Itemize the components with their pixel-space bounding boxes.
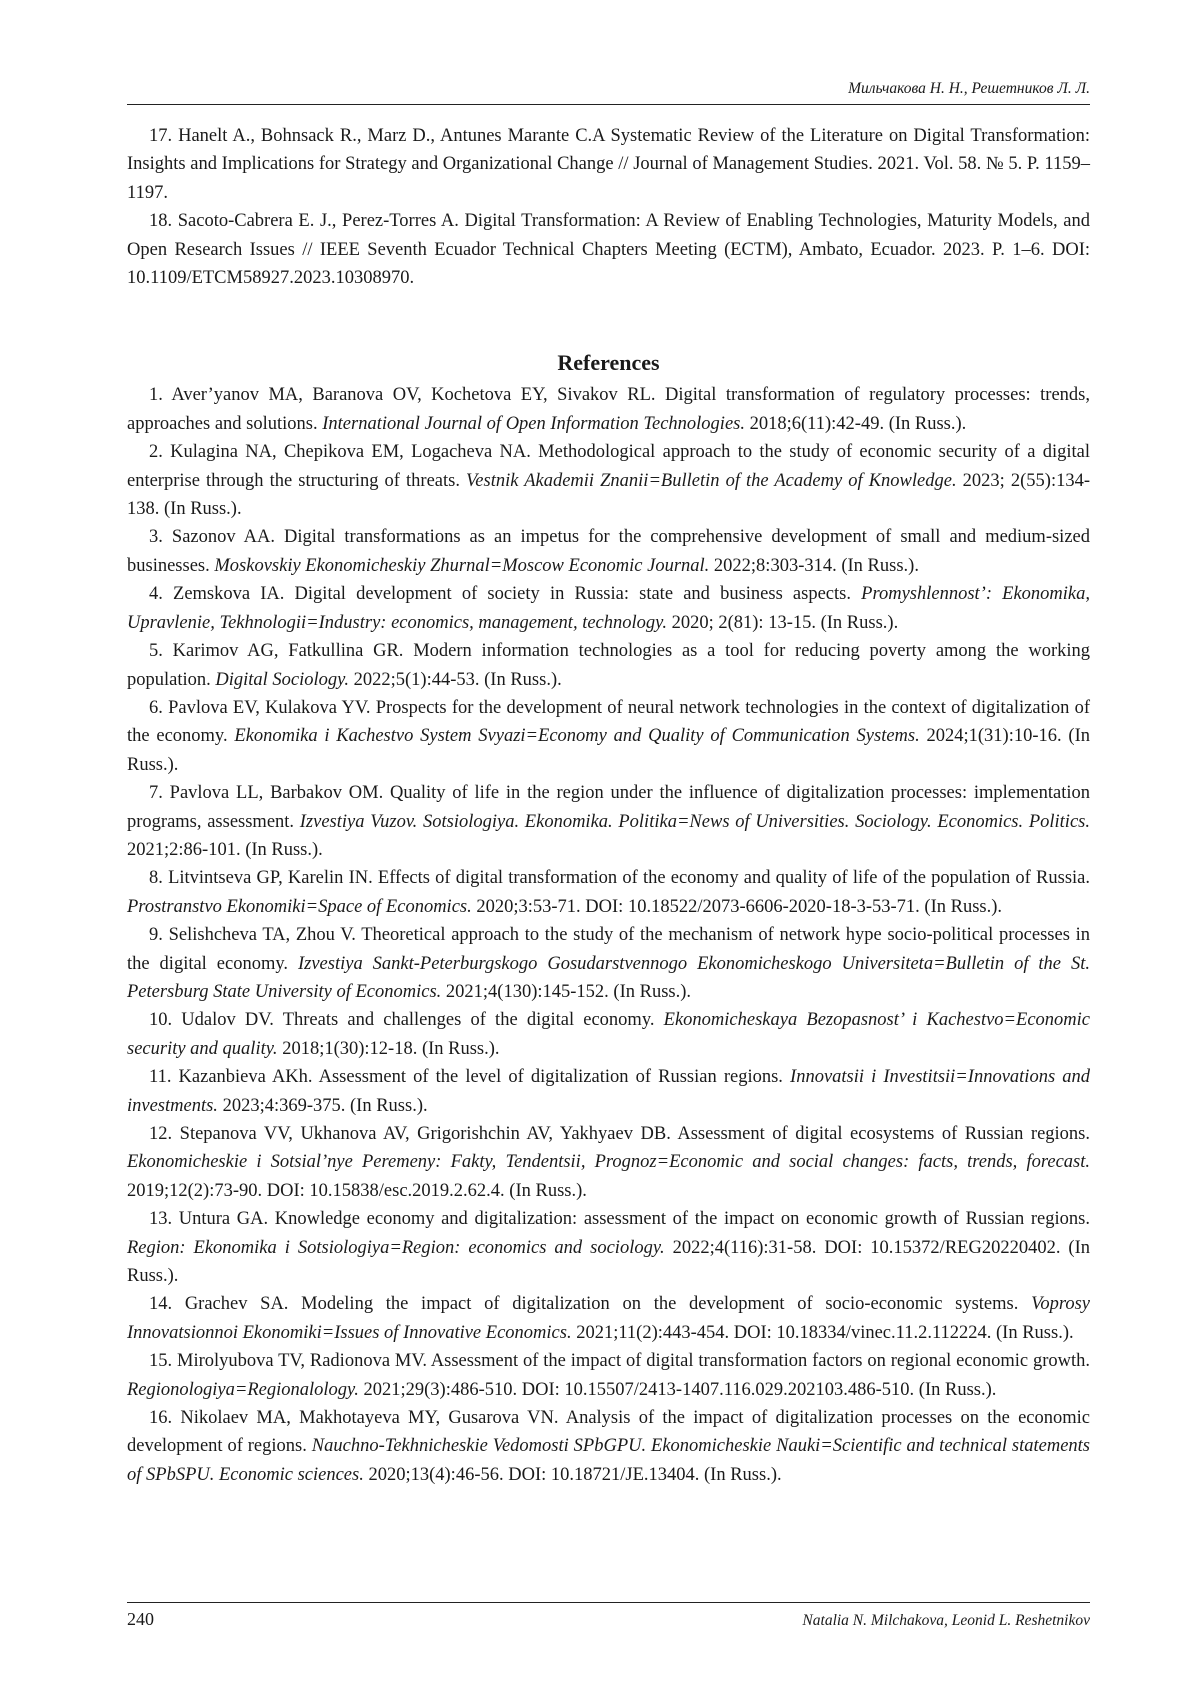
header-authors: Мильчакова Н. Н., Решетников Л. Л.: [848, 80, 1090, 97]
reference-item: [127, 438, 1090, 523]
reference-item: [127, 637, 1090, 694]
reference-item: [127, 580, 1090, 637]
reference-tail: 2021;29(3):486-510. DOI: 10.15507/2413-1407.116.029.202103.486-510. (In Russ.).: [358, 1379, 997, 1400]
reference-tail: 2022;8:303-314. (In Russ.).: [709, 555, 919, 576]
reference-item: [127, 1120, 1090, 1205]
reference-tail: 2020;13(4):46-56. DOI: 10.18721/JE.13404. (In Russ.).: [363, 1464, 782, 1485]
reference-tail: 2018;1(30):12-18. (In Russ.).: [277, 1038, 500, 1059]
reference-text: 6. Pavlova EV, Kulakova YV. Prospects for the development of neural network technologies in the context of digitalization of the economy.: [127, 697, 1090, 747]
reference-journal: Regionologiya=Regionalology.: [127, 1379, 359, 1400]
reference-journal: Moskovskiy Ekonomicheskiy Zhurnal=Moscow Economic Journal.: [214, 555, 710, 576]
reference-text: 9. Selishcheva TA, Zhou V. Theoretical approach to the study of the mechanism of network hype socio-political processes in the digital economy.: [127, 925, 1090, 974]
reference-text: 5. Karimov AG, Fatkullina GR. Modern information technologies as a tool for reducing poverty among the working population.: [127, 641, 1090, 690]
reference-text: 11. Kazanbieva AKh. Assessment of the level of digitalization of Russian regions.: [149, 1067, 791, 1088]
reference-item: [127, 381, 1090, 438]
reference-item: [127, 1290, 1090, 1347]
reference-tail: 2024;1(31):10-16. (In Russ.).: [127, 726, 1090, 775]
reference-item: [127, 523, 1090, 580]
reference-journal: Izvestiya Vuzov. Sotsiologiya. Ekonomika. Politika=News of Universities. Sociology. Economics. Politics.: [299, 811, 1090, 832]
reference-text: 18. Sacoto-Cabrera E. J., Perez-Torres A. Digital Transformation: A Review of Enabling Technologies, Maturity Models, and Open Research Issues // IEEE Seventh Ecuador Technical Chapters Meeting (ECTM), Ambato, Ecuador. 2023. P. 1–6. DOI: 10.1109/ETCM58927.2023.10308970.: [127, 211, 1090, 289]
reference-item: [127, 1347, 1090, 1404]
reference-text: 1. Aver’yanov MA, Baranova OV, Kochetova EY, Sivakov RL. Digital transformation of regulatory processes: trends, approaches and solutions.: [127, 385, 1090, 434]
reference-item: [127, 864, 1090, 921]
reference-item: [127, 694, 1090, 779]
reference-item: [127, 207, 1090, 292]
reference-text: 7. Pavlova LL, Barbakov OM. Quality of life in the region under the influence of digitalization processes: implementation programs, assessment.: [127, 783, 1090, 832]
reference-list: [127, 381, 1090, 1489]
reference-tail: 2022;4(116):31-58. DOI: 10.15372/REG20220402. (In Russ.).: [127, 1237, 1091, 1287]
reference-text: 3. Sazonov AA. Digital transformations as an impetus for the comprehensive development of small and medium-sized businesses.: [127, 527, 1090, 576]
reference-text: 12. Stepanova VV, Ukhanova AV, Grigorishchin AV, Yakhyaev DB. Assessment of digital ecosystems of Russian regions.: [149, 1124, 1090, 1144]
reference-item: [127, 1063, 1090, 1120]
reference-journal: Izvestiya Sankt-Peterburgskogo Gosudarstvennogo Ekonomicheskogo Universiteta=Bulletin of the St. Petersburg State University of Economics.: [127, 953, 1090, 1002]
reference-text: 17. Hanelt A., Bohnsack R., Marz D., Antunes Marante C.A Systematic Review of the Literature on Digital Transformation: Insights and Implications for Strategy and Organizational Change // Journal of Management Studies. 2021. Vol. 58. № 5. P. 1159–1197.: [127, 126, 1090, 203]
reference-journal: Voprosy Innovatsionnoi Ekonomiki=Issues of Innovative Economics.: [127, 1294, 1090, 1343]
reference-tail: 2020; 2(81): 13-15. (In Russ.).: [666, 612, 899, 633]
reference-journal: Ekonomicheskie i Sotsial’nye Peremeny: Fakty, Tendentsii, Prognoz=Economic and social changes: facts, trends, forecast.: [127, 1152, 1090, 1173]
reference-text: 13. Untura GA. Knowledge economy and digitalization: assessment of the impact on economic growth of Russian regions.: [149, 1209, 1090, 1230]
reference-tail: 2023; 2(55):134-138. (In Russ.).: [127, 470, 1091, 520]
reference-item: [127, 1205, 1090, 1290]
reference-text: 10. Udalov DV. Threats and challenges of the digital economy.: [149, 1010, 664, 1031]
reference-text: 16. Nikolaev MA, Makhotayeva MY, Gusarova VN. Analysis of the impact of digitalization processes on the economic development of regions.: [127, 1408, 1090, 1457]
reference-text: 8. Litvintseva GP, Karelin IN. Effects of digital transformation of the economy and quality of life of the population of Russia.: [149, 868, 1090, 889]
reference-journal: Vestnik Akademii Znanii=Bulletin of the Academy of Knowledge.: [466, 470, 957, 491]
reference-journal: Nauchno-Tekhnicheskie Vedomosti SPbGPU. Ekonomicheskie Nauki=Scientific and technical statements of SPbSPU. Economic sciences.: [127, 1436, 1090, 1485]
footer-authors: Natalia N. Milchakova, Leonid L. Reshetnikov: [802, 1612, 1090, 1629]
reference-tail: 2021;2:86-101. (In Russ.).: [127, 839, 323, 860]
reference-text: 4. Zemskova IA. Digital development of society in Russia: state and business aspects.: [149, 584, 862, 605]
reference-journal: Promyshlennost’: Ekonomika, Upravlenie, Tekhnologii=Industry: economics, management, technology.: [127, 584, 1090, 633]
reference-journal: Ekonomicheskaya Bezopasnost’ i Kachestvo=Economic security and quality.: [127, 1010, 1090, 1059]
reference-journal: Region: Ekonomika i Sotsiologiya=Region: economics and sociology.: [127, 1237, 665, 1258]
reference-item: [127, 779, 1090, 864]
reference-journal: Digital Sociology.: [215, 669, 349, 690]
reference-text: 2. Kulagina NA, Chepikova EM, Logacheva NA. Methodological approach to the study of economic security of a digital enterprise through the structuring of threats.: [127, 442, 1090, 491]
reference-item: [127, 1404, 1090, 1489]
reference-item: [127, 921, 1090, 1006]
reference-journal: Ekonomika i Kachestvo System Svyazi=Economy and Quality of Communication Systems.: [234, 726, 920, 747]
reference-journal: Prostranstvo Ekonomiki=Space of Economics.: [127, 896, 472, 917]
running-header: [127, 78, 1090, 105]
reference-text: 15. Mirolyubova TV, Radionova MV. Assessment of the impact of digital transformation factors on regional economic growth.: [149, 1351, 1090, 1372]
reference-tail: 2022;5(1):44-53. (In Russ.).: [349, 669, 562, 690]
reference-text: 14. Grachev SA. Modeling the impact of digitalization on the development of socio-economic systems.: [149, 1294, 1032, 1315]
reference-tail: 2020;3:53-71. DOI: 10.18522/2073-6606-2020-18-3-53-71. (In Russ.).: [471, 896, 1003, 917]
reference-tail: 2019;12(2):73-90. DOI: 10.15838/esc.2019.2.62.4. (In Russ.).: [127, 1180, 587, 1201]
reference-item: [127, 122, 1090, 207]
reference-journal: Innovatsii i Investitsii=Innovations and investments.: [127, 1067, 1091, 1116]
reference-tail: 2023;4:369-375. (In Russ.).: [217, 1095, 428, 1116]
running-footer: [127, 1602, 1090, 1629]
page-number: 240: [127, 1609, 154, 1629]
reference-tail: 2018;6(11):42-49. (In Russ.).: [745, 413, 967, 434]
reference-tail: 2021;4(130):145-152. (In Russ.).: [441, 981, 691, 1002]
reference-item: [127, 1006, 1090, 1063]
references-heading: References: [557, 350, 660, 376]
reference-tail: 2021;11(2):443-454. DOI: 10.18334/vinec.11.2.112224. (In Russ.).: [571, 1322, 1074, 1343]
top-reference-list: [127, 122, 1090, 292]
page-content: [127, 122, 1090, 1489]
reference-journal: International Journal of Open Information Technologies.: [322, 413, 745, 434]
